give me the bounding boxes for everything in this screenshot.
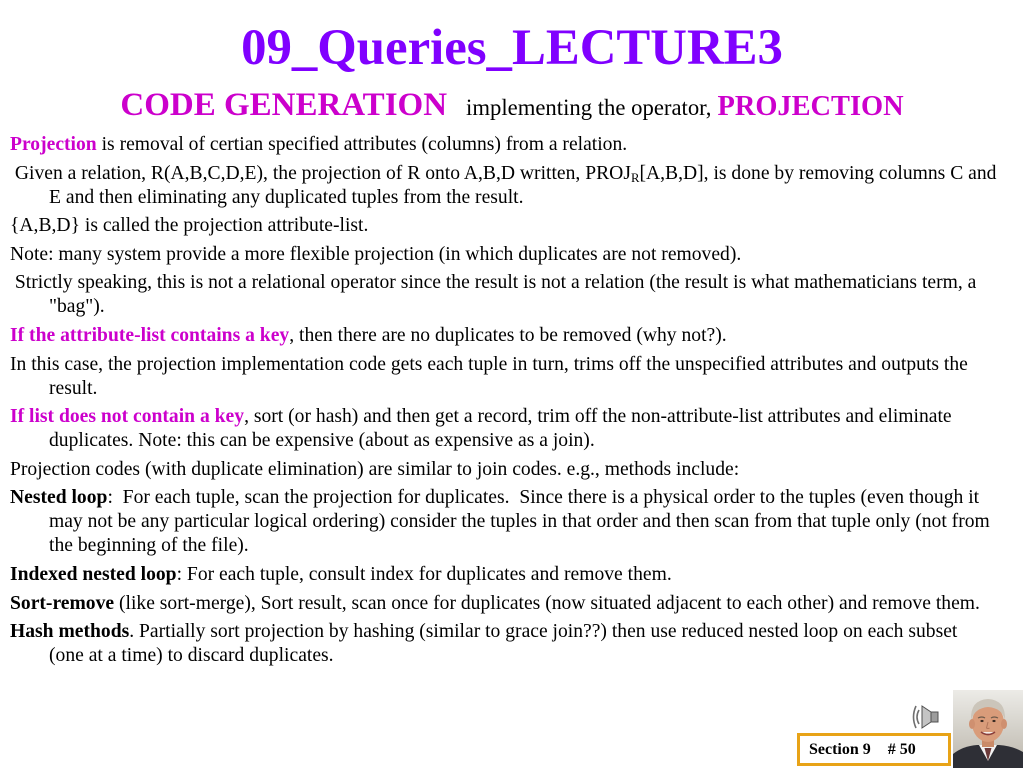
text-run: : For each tuple, scan the projection for duplicates. Since there is a physical order to the tuples (even though it xyxy=(107,487,980,509)
text-run: Note: many system provide a more flexible projection (in which duplicates are not removed). xyxy=(10,243,742,265)
paragraph-contains-key xyxy=(10,324,1015,348)
paragraph-projection-codes xyxy=(10,458,1015,482)
text-run: {A,B,D} is called the projection attribute-list. xyxy=(10,215,369,237)
speaker-icon-graphic xyxy=(912,700,942,734)
text-run: result. xyxy=(49,377,98,399)
paragraph-implementation xyxy=(10,353,1015,401)
subtitle-description: implementing the operator, xyxy=(466,95,712,120)
text-line xyxy=(10,405,1015,429)
text-line xyxy=(10,133,1015,157)
text-line-continuation xyxy=(10,295,1015,319)
text-line xyxy=(10,458,1015,482)
section-label: Section 9 xyxy=(809,740,871,758)
subtitle-operator: PROJECTION xyxy=(717,91,904,122)
text-line-continuation xyxy=(10,644,1015,668)
text-line xyxy=(10,620,1015,644)
text-run: (one at a time) to discard duplicates. xyxy=(49,645,334,667)
text-line xyxy=(10,162,1015,186)
text-run: E and then eliminating any duplicated tuples from the result. xyxy=(49,186,524,208)
paragraph-nested-loop xyxy=(10,486,1015,558)
paragraph-no-key xyxy=(10,405,1015,453)
paragraph-hash-methods xyxy=(10,620,1015,668)
term-sort-remove: Sort-remove xyxy=(10,592,115,614)
text-line-continuation xyxy=(10,429,1015,453)
text-run: , then there are no duplicates to be removed (why not?). xyxy=(289,324,727,346)
text-run: Given a relation, R(A,B,C,D,E), the projection of R onto A,B,D written, PROJ xyxy=(10,162,631,184)
paragraph-attribute-list xyxy=(10,214,1015,238)
text-line xyxy=(10,592,1015,616)
sound-wave-outer xyxy=(914,706,917,728)
term-indexed-nested-loop: Indexed nested loop xyxy=(10,563,177,585)
text-line-continuation xyxy=(10,510,1015,534)
text-line-continuation xyxy=(10,534,1015,558)
text-run: is removal of certian specified attributes (columns) from a relation. xyxy=(96,134,628,155)
paragraph-projection-example xyxy=(10,162,1015,210)
paragraph-note xyxy=(10,243,1015,267)
term-hash-methods: Hash methods xyxy=(10,621,130,643)
sound-wave-inner xyxy=(917,710,919,724)
term-no-key: If list does not contain a key xyxy=(10,406,245,428)
text-run: "bag"). xyxy=(49,296,105,318)
slide-subtitle xyxy=(0,87,1024,123)
text-run: , sort (or hash) and then get a record, trim off the non-attribute-list attributes and eliminate xyxy=(244,406,952,428)
paragraph-projection-definition xyxy=(10,133,1015,157)
text-run: the beginning of the file). xyxy=(49,535,249,557)
paragraph-indexed-nested-loop xyxy=(10,563,1015,587)
text-line-continuation xyxy=(10,377,1015,401)
text-line xyxy=(10,214,1015,238)
term-projection: Projection xyxy=(10,134,97,155)
text-line xyxy=(10,486,1015,510)
text-run: Strictly speaking, this is not a relational operator since the result is not a relation (the result is what mathematicians term, a xyxy=(10,272,977,294)
text-run: : For each tuple, consult index for duplicates and remove them. xyxy=(176,563,672,585)
presenter-photo xyxy=(953,690,1023,768)
subtitle-heading: CODE GENERATION xyxy=(120,87,448,123)
paragraph-strictly-speaking xyxy=(10,271,1015,319)
text-line xyxy=(10,243,1015,267)
speaker-body xyxy=(931,712,938,722)
text-line xyxy=(10,324,1015,348)
text-line xyxy=(10,271,1015,295)
slide-body xyxy=(10,133,1015,668)
text-run: (like sort-merge), Sort result, scan once for duplicates (now situated adjacent to each other) and remove them. xyxy=(114,592,980,614)
text-line-continuation xyxy=(10,186,1015,210)
section-slide-number-box xyxy=(797,733,951,766)
slide-title: 09_Queries_LECTURE3 xyxy=(241,19,783,75)
text-line xyxy=(10,353,1015,377)
speaker-cone xyxy=(922,706,931,728)
presenter-portrait xyxy=(953,690,1023,768)
text-run: Projection codes (with duplicate elimination) are similar to join codes. e.g., methods include: xyxy=(10,458,740,480)
text-run: In this case, the projection implementation code gets each tuple in turn, trims off the unspecified attributes and outputs the xyxy=(10,353,968,375)
speaker-icon[interactable] xyxy=(912,700,942,734)
slide-number: # 50 xyxy=(887,740,916,758)
text-run: duplicates. Note: this can be expensive (about as expensive as a join). xyxy=(49,430,595,452)
text-run: may not be any particular logical ordering) consider the tuples in that order and then scan from that tuple only (not from xyxy=(49,511,990,533)
paragraph-sort-remove xyxy=(10,592,1015,616)
text-run: . Partially sort projection by hashing (similar to grace join??) then use reduced nested loop on each subset xyxy=(129,621,958,643)
text-run: [A,B,D], is done by removing columns C and xyxy=(639,162,997,184)
text-line xyxy=(10,563,1015,587)
term-contains-key: If the attribute-list contains a key xyxy=(10,324,290,346)
term-nested-loop: Nested loop xyxy=(10,487,108,509)
subscript: R xyxy=(630,171,640,186)
